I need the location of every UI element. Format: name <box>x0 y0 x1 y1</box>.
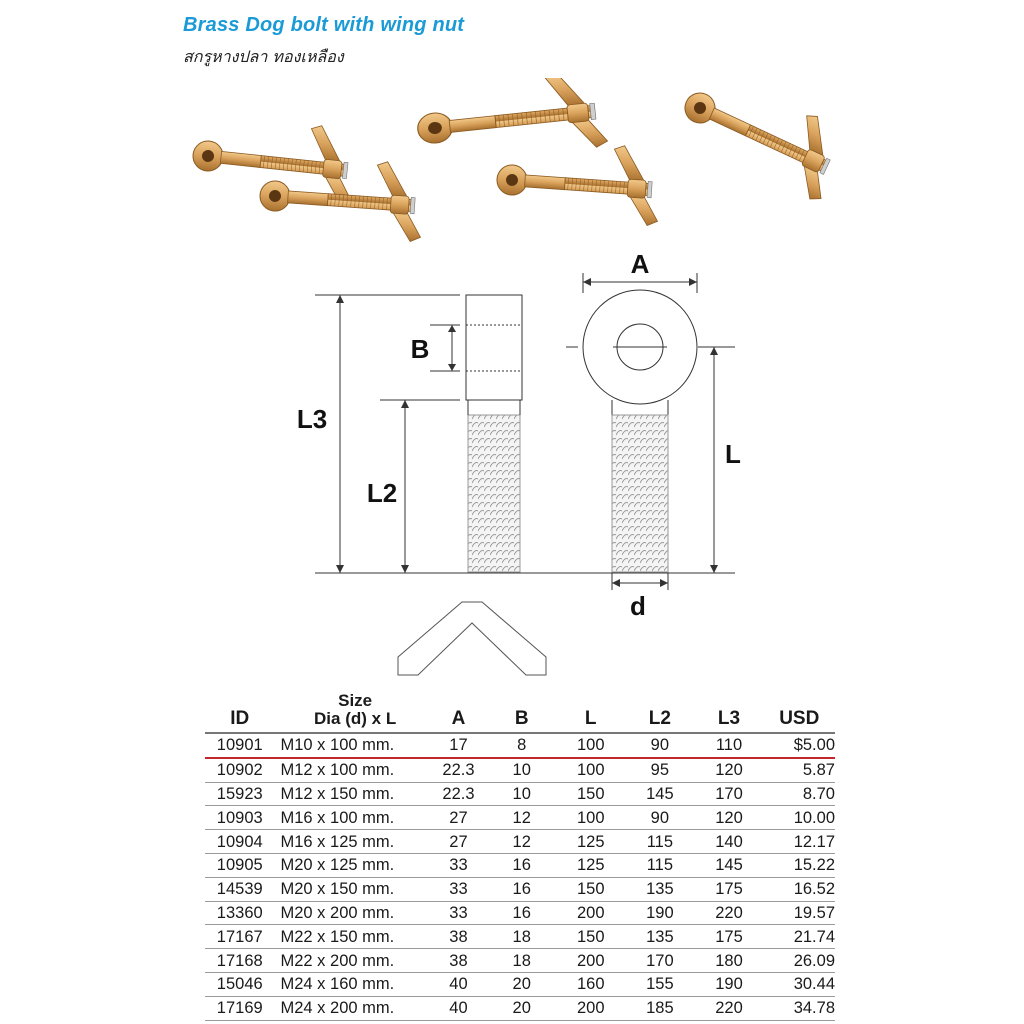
cell-usd: 5.87 <box>764 758 835 782</box>
cell-l2: 170 <box>625 949 694 973</box>
spec-table-header <box>205 690 835 733</box>
col-header-l2: L2 <box>625 690 694 733</box>
cell-l: 100 <box>556 758 625 782</box>
cell-size: M20 x 150 mm. <box>275 877 430 901</box>
cell-size: M24 x 200 mm. <box>275 996 430 1020</box>
cell-size: M24 x 160 mm. <box>275 972 430 996</box>
table-row <box>205 853 835 877</box>
table-row <box>205 733 835 758</box>
page-title: Brass Dog bolt with wing nut <box>183 14 465 36</box>
cell-id: 17169 <box>205 996 275 1020</box>
cell-l2: 145 <box>625 782 694 806</box>
cell-usd: 8.70 <box>764 782 835 806</box>
cell-id: 14539 <box>205 877 275 901</box>
cell-size: M12 x 100 mm. <box>275 758 430 782</box>
cell-l: 150 <box>556 782 625 806</box>
cell-l2: 135 <box>625 877 694 901</box>
cell-l: 150 <box>556 925 625 949</box>
cell-l3: 175 <box>694 877 763 901</box>
cell-usd: 15.22 <box>764 853 835 877</box>
col-header-a: A <box>430 690 487 733</box>
cell-b: 16 <box>487 901 556 925</box>
cell-l: 100 <box>556 733 625 758</box>
cell-b: 12 <box>487 806 556 830</box>
cell-usd: 10.00 <box>764 806 835 830</box>
table-row <box>205 782 835 806</box>
cell-b: 18 <box>487 949 556 973</box>
dim-label-l: L <box>725 439 741 469</box>
page-subtitle: สกรูหางปลา ทองเหลือง <box>183 47 344 66</box>
cell-a: 33 <box>430 853 487 877</box>
cell-l: 160 <box>556 972 625 996</box>
col-header-size <box>275 690 430 733</box>
cell-l2: 190 <box>625 901 694 925</box>
cell-b: 8 <box>487 733 556 758</box>
cell-a: 40 <box>430 972 487 996</box>
col-header-size-line2: Dia (d) x L <box>314 709 397 728</box>
col-header-l3: L3 <box>694 690 763 733</box>
cell-id: 10905 <box>205 853 275 877</box>
cell-l3: 175 <box>694 925 763 949</box>
cell-usd: 12.17 <box>764 830 835 854</box>
cell-l3: 110 <box>694 733 763 758</box>
cell-l: 200 <box>556 901 625 925</box>
cell-id: 17167 <box>205 925 275 949</box>
cell-l3: 190 <box>694 972 763 996</box>
cell-l2: 185 <box>625 996 694 1020</box>
cell-usd: 19.57 <box>764 901 835 925</box>
spec-table <box>205 690 835 1021</box>
table-row <box>205 949 835 973</box>
cell-id: 10903 <box>205 806 275 830</box>
cell-size: M20 x 125 mm. <box>275 853 430 877</box>
cell-b: 20 <box>487 996 556 1020</box>
col-header-size-line1: Size <box>338 691 373 710</box>
dim-label-b: B <box>410 334 430 364</box>
cell-l3: 220 <box>694 996 763 1020</box>
cell-a: 27 <box>430 830 487 854</box>
cell-a: 40 <box>430 996 487 1020</box>
col-header-l: L <box>556 690 625 733</box>
cell-l3: 170 <box>694 782 763 806</box>
dim-label-a: A <box>630 249 650 279</box>
cell-usd: 21.74 <box>764 925 835 949</box>
col-header-b: B <box>487 690 556 733</box>
cell-id: 15923 <box>205 782 275 806</box>
cell-b: 10 <box>487 782 556 806</box>
cell-l2: 95 <box>625 758 694 782</box>
cell-l2: 115 <box>625 853 694 877</box>
cell-a: 33 <box>430 901 487 925</box>
cell-id: 17168 <box>205 949 275 973</box>
dim-label-d: d <box>630 591 646 621</box>
cell-id: 15046 <box>205 972 275 996</box>
cell-l2: 90 <box>625 806 694 830</box>
bolt-photo-4 <box>495 137 663 226</box>
cell-a: 17 <box>430 733 487 758</box>
cell-l: 200 <box>556 949 625 973</box>
cell-a: 38 <box>430 925 487 949</box>
cell-a: 38 <box>430 949 487 973</box>
cell-size: M20 x 200 mm. <box>275 901 430 925</box>
cell-l: 100 <box>556 806 625 830</box>
cell-b: 16 <box>487 853 556 877</box>
cell-l2: 115 <box>625 830 694 854</box>
cell-size: M12 x 150 mm. <box>275 782 430 806</box>
cell-l3: 120 <box>694 806 763 830</box>
cell-l3: 180 <box>694 949 763 973</box>
cell-l2: 135 <box>625 925 694 949</box>
table-row <box>205 806 835 830</box>
table-row <box>205 996 835 1020</box>
table-row <box>205 830 835 854</box>
cell-l3: 140 <box>694 830 763 854</box>
cell-usd: 34.78 <box>764 996 835 1020</box>
cell-l2: 90 <box>625 733 694 758</box>
cell-l: 125 <box>556 853 625 877</box>
cell-usd: $5.00 <box>764 733 835 758</box>
cell-l: 200 <box>556 996 625 1020</box>
cell-usd: 16.52 <box>764 877 835 901</box>
cell-id: 10904 <box>205 830 275 854</box>
bolt-photo-3 <box>413 78 608 166</box>
cell-size: M16 x 100 mm. <box>275 806 430 830</box>
dimension-diagram <box>280 245 760 685</box>
col-header-usd: USD <box>764 690 835 733</box>
cell-l: 150 <box>556 877 625 901</box>
cell-l3: 145 <box>694 853 763 877</box>
table-row <box>205 972 835 996</box>
cell-a: 22.3 <box>430 782 487 806</box>
cell-id: 10902 <box>205 758 275 782</box>
cell-size: M22 x 200 mm. <box>275 949 430 973</box>
dim-label-l3: L3 <box>296 404 328 434</box>
cell-id: 13360 <box>205 901 275 925</box>
cell-l3: 120 <box>694 758 763 782</box>
cell-b: 12 <box>487 830 556 854</box>
cell-b: 20 <box>487 972 556 996</box>
cell-a: 27 <box>430 806 487 830</box>
cell-a: 33 <box>430 877 487 901</box>
cell-size: M10 x 100 mm. <box>275 733 430 758</box>
cell-l2: 155 <box>625 972 694 996</box>
cell-b: 18 <box>487 925 556 949</box>
table-row <box>205 901 835 925</box>
cell-id: 10901 <box>205 733 275 758</box>
cell-b: 10 <box>487 758 556 782</box>
cell-size: M22 x 150 mm. <box>275 925 430 949</box>
cell-size: M16 x 125 mm. <box>275 830 430 854</box>
dim-label-l2: L2 <box>366 478 398 508</box>
cell-a: 22.3 <box>430 758 487 782</box>
product-photo <box>180 78 840 253</box>
bolt-photo-5 <box>671 78 840 203</box>
col-header-id: ID <box>205 690 275 733</box>
table-row <box>205 925 835 949</box>
cell-usd: 26.09 <box>764 949 835 973</box>
cell-l3: 220 <box>694 901 763 925</box>
cell-usd: 30.44 <box>764 972 835 996</box>
table-row <box>205 758 835 782</box>
cell-b: 16 <box>487 877 556 901</box>
cell-l: 125 <box>556 830 625 854</box>
table-row <box>205 877 835 901</box>
